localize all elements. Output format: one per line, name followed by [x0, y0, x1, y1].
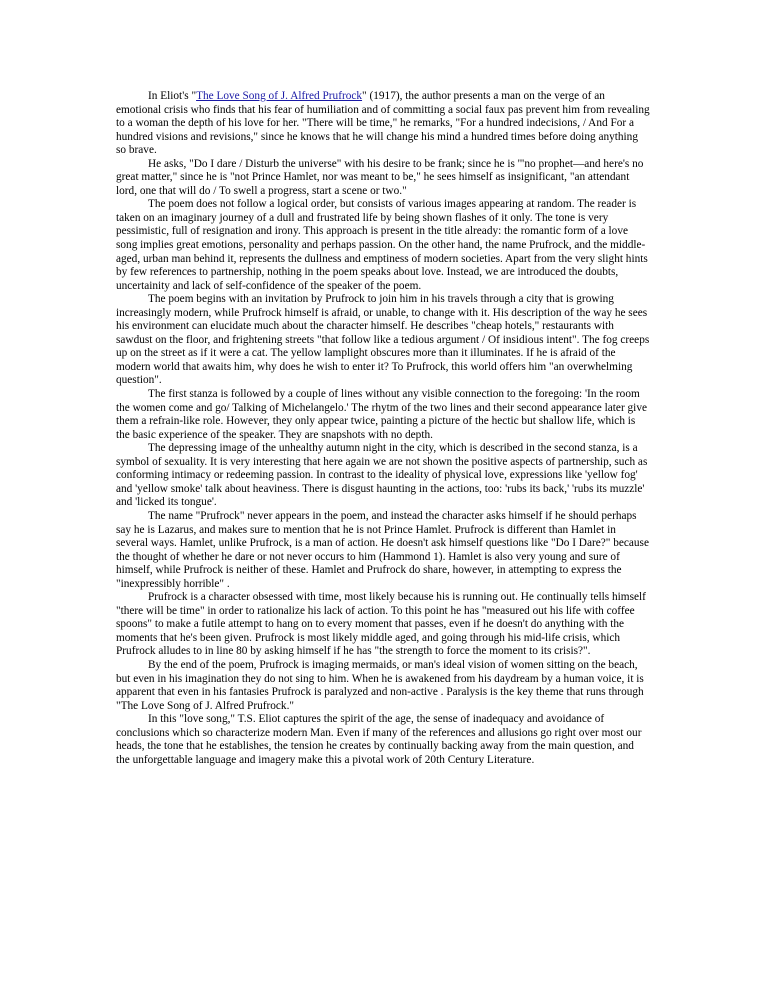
paragraph-intro: [116, 90, 650, 158]
paragraph-4: The poem begins with an invitation by Prufrock to join him in his travels through a city that is growing increasingly modern, while Prufrock himself is afraid, or unable, to change with it. His description of the way he sees his environment can elucidate much about the character himself. He describes "cheap hotels," restaurants with sawdust on the floor, and frightening streets "that follow like a tedious argument / Of insidious intent". The fog creeps up on the street as if it were a cat. The yellow lamplight obscures more than it illuminates. If he is afraid of the modern world that awaits him, why does he wish to enter it? To Prufrock, this world offers him "an overwhelming question".: [116, 293, 650, 387]
paragraph-6: The depressing image of the unhealthy autumn night in the city, which is described in the second stanza, is a symbol of sexuality. It is very interesting that here again we are not shown the positive aspects of partnership, such as conforming intimacy or redeeming passion. In contrast to the ideality of physical love, expressions like 'yellow fog' and 'yellow smoke' talk about heaviness. There is disgust haunting in the actions, too: 'rubs its back,' 'rubs its muzzle' and 'licked its tongue'.: [116, 442, 648, 509]
intro-text-before-link: In Eliot's ": [148, 90, 197, 102]
paragraph-2: He asks, "Do I dare / Disturb the universe" with his desire to be frank; since he is '"no prophet—and here's no great matter," since he is "not Prince Hamlet, nor was meant to be," he sees himself as insignificant, "an attendant lord, one that will do / To swell a progress, start a scene or two.": [116, 157, 644, 197]
paragraph-9: By the end of the poem, Prufrock is imaging mermaids, or man's ideal vision of women sitting on the beach, but even in his imagination they do not sing to him. When he is awakened from his daydream by a human voice, it is apparent that even in his fantasies Prufrock is paralyzed and non-active . Paralysis is the key theme that runs through "The Love Song of J. Alfred Prufrock.": [116, 658, 644, 712]
paragraph-10: In this "love song," T.S. Eliot captures the spirit of the age, the sense of inadequacy and avoidance of conclusions which so characterize modern Man. Even if many of the references and allusions go right over most our heads, the tone that he establishes, the tension he creates by continually backing away from the main question, and the unforgettable language and imagery make this a pivotal work of 20th Century Literature.: [116, 713, 642, 766]
paragraph-5: The first stanza is followed by a couple of lines without any visible connection to the foregoing: 'In the room the women come and go/ Talking of Michelangelo.' The rhytm of the two lines and their second appearance later give them a refrain-like role. However, they only appear twice, painting a picture of the hectic but shallow life, which is the basic experience of the speaker. They are snapshots with no depth.: [116, 388, 647, 441]
document-page: [116, 90, 650, 767]
poem-title-link[interactable]: The Love Song of J. Alfred Prufrock: [196, 90, 363, 102]
paragraph-8: Prufrock is a character obsessed with time, most likely because his is running out. He continually tells himself "there will be time" in order to rationalize his lack of action. To this point he has "measured out his life with coffee spoons" to make a futile attempt to hang on to every moment that passes, even if he doesn't do anything with the moments that he's been given. Prufrock is most likely middle aged, and going through his mid-life crisis, which Prufrock alludes to in line 80 by asking himself if he has "the strength to force the moment to its crisis?".: [116, 591, 646, 658]
paragraph-7: The name "Prufrock" never appears in the poem, and instead the character asks himself if he should perhaps say he is Lazarus, and makes sure to mention that he is not Prince Hamlet. Prufrock is different than Hamlet in several ways. Hamlet, unlike Prufrock, is a man of action. He doesn't ask himself questions like "Do I Dare?" because the thought of whether he dare or not never occurs to him (Hammond 1). Hamlet is also very young and sure of himself, while Prufrock is neither of these. Hamlet and Prufrock do share, however, in attempting to express the "inexpressibly horrible" .: [116, 509, 649, 590]
intro-text-after-link: " (1917), the author presents a man on the verge of an emotional crisis who finds that his fear of humiliation and of committing a social faux pas prevent him from revealing to a woman the depth of his love for her. "There will be time," he remarks, "For a hundred indecisions, / And For a hundred visions and revisions," since he knows that he will change his mind a hundred times before doing anything so brave.: [116, 90, 650, 157]
paragraph-3: The poem does not follow a logical order, but consists of various images appearing at random. The reader is taken on an imaginary journey of a dull and frustrated life by being shown flashes of it only. The tone is very pessimistic, full of resignation and irony. This approach is present in the title already: the romantic form of a love song implies great emotions, personality and perhaps passion. On the other hand, the name Prufrock, and the middle-aged, urban man behind it, represents the dullness and emptiness of modern societies. Apart from the very slight hints by few references to partnership, nothing in the poem speaks about love. Instead, we are introduced the doubts, uncertainity and lack of self-confidence of the speaker of the poem.: [116, 198, 648, 292]
